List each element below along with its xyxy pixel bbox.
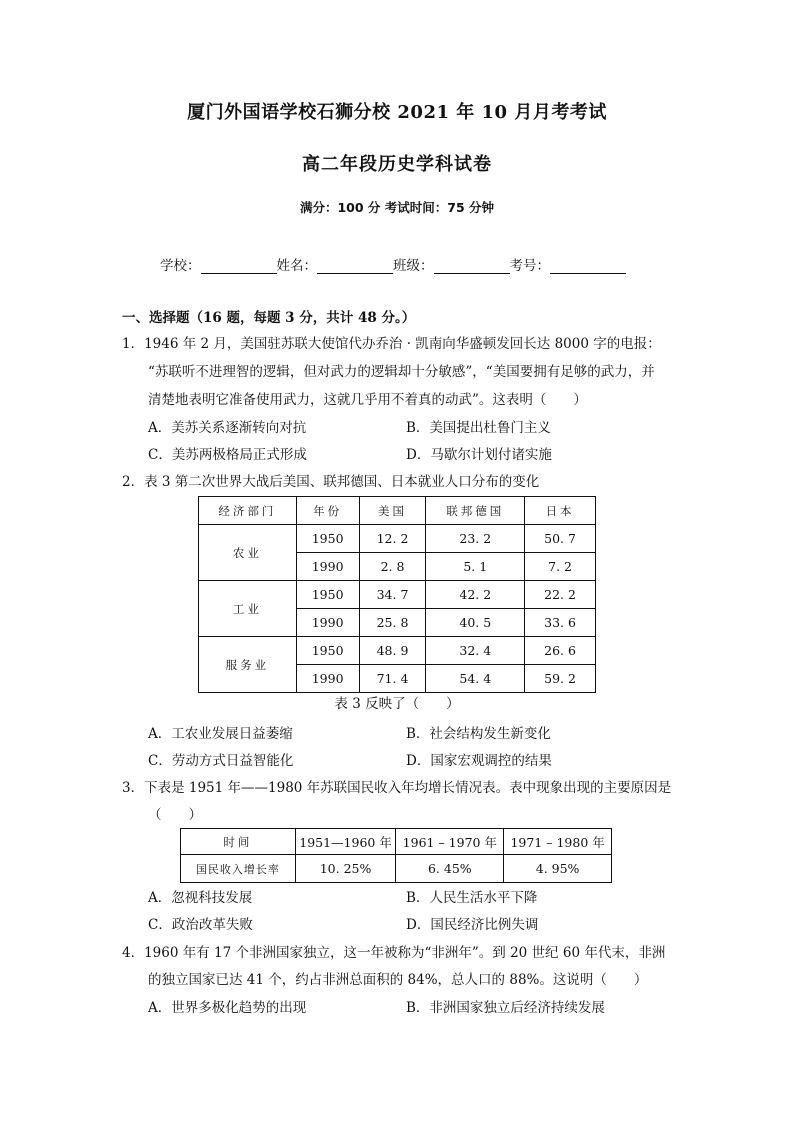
- table-cell: 59. 2: [525, 665, 596, 693]
- table-row: [199, 525, 596, 553]
- table-header-cell: 美国: [359, 497, 426, 525]
- table-cell: 6. 45%: [396, 855, 504, 883]
- table-cell: 42. 2: [426, 581, 525, 609]
- class-field[interactable]: [434, 257, 510, 274]
- table-header-cell: 联邦德国: [426, 497, 525, 525]
- q2-option-b: B．社会结构发生新变化: [406, 726, 551, 742]
- employment-table: [198, 496, 596, 693]
- q1-line3: 清楚地表明它准备使用武力，这就几乎用不着真的动武”。这表明（ ）: [148, 392, 587, 408]
- table-row: [199, 581, 596, 609]
- table-cell: 12. 2: [359, 525, 426, 553]
- q3-option-d: D．国民经济比例失调: [406, 917, 539, 933]
- table-header-cell: 经济部门: [199, 497, 297, 525]
- table-cell: 1990: [296, 609, 359, 637]
- table-cell: 25. 8: [359, 609, 426, 637]
- q1-line2: “苏联听不进理智的逻辑，但对武力的逻辑却十分敏感”，“美国要拥有足够的武力，并: [148, 364, 655, 380]
- table-header-cell: 1961 – 1970 年: [396, 829, 504, 855]
- q3-option-b: B．人民生活水平下降: [406, 890, 538, 906]
- table-cell: 26. 6: [525, 637, 596, 665]
- table-cell: 71. 4: [359, 665, 426, 693]
- exam-info: 满分：100 分 考试时间：75 分钟: [299, 200, 495, 215]
- name-field[interactable]: [317, 257, 393, 274]
- table-header-cell: 1971 – 1980 年: [504, 829, 612, 855]
- school-field[interactable]: [201, 257, 277, 274]
- exam-subtitle: 高二年段历史学科试卷: [302, 154, 492, 175]
- table-cell: 1950: [296, 637, 359, 665]
- school-label: 学校：: [160, 258, 201, 274]
- q1-option-a: A．美苏关系逐渐转向对抗: [148, 420, 307, 436]
- income-table: [180, 828, 612, 883]
- table-cell: 54. 4: [426, 665, 525, 693]
- table-row: [199, 637, 596, 665]
- q1-option-b: B．美国提出杜鲁门主义: [406, 420, 551, 436]
- table-cell: 1950: [296, 525, 359, 553]
- q1-option-c: C．美苏两极格局正式形成: [148, 447, 307, 463]
- table-header-cell: 时间: [181, 829, 296, 855]
- q1-line1: 1．1946 年 2 月，美国驻苏联大使馆代办乔治 · 凯南向华盛顿发回长达 8000 字的电报：: [122, 336, 661, 352]
- q3-option-c: C．政治改革失败: [148, 917, 253, 933]
- table-header-row: [181, 829, 612, 855]
- table-header-cell: 1951—1960 年: [295, 829, 396, 855]
- table-cell: 23. 2: [426, 525, 525, 553]
- table-cell: 40. 5: [426, 609, 525, 637]
- table-cell: 1990: [296, 665, 359, 693]
- q4-line2: 的独立国家已达 41 个，约占非洲总面积的 84%，总人口的 88%。这说明（ ）: [148, 972, 648, 988]
- table-cell: 1950: [296, 581, 359, 609]
- q2-option-c: C．劳动方式日益智能化: [148, 753, 294, 769]
- q2-option-a: A．工农业发展日益萎缩: [148, 726, 293, 742]
- number-label: 考号：: [509, 258, 550, 274]
- sector-cell: 服务业: [199, 637, 297, 693]
- table-cell: 22. 2: [525, 581, 596, 609]
- q2-stem: 2．表 3 第二次世界大战后美国、联邦德国、日本就业人口分布的变化: [122, 474, 540, 490]
- q3-option-a: A．忽视科技发展: [148, 890, 253, 906]
- table-cell: 33. 6: [525, 609, 596, 637]
- table-cell: 7. 2: [525, 553, 596, 581]
- table-cell: 10. 25%: [295, 855, 396, 883]
- q3-line1: 3．下表是 1951 年——1980 年苏联国民收入年均增长情况表。表中现象出现的主要原因是: [122, 780, 672, 796]
- table-header-row: [199, 497, 596, 525]
- q4-line1: 4．1960 年有 17 个非洲国家独立，这一年被称为“非洲年”。到 20 世纪 60 年代末，非洲: [122, 945, 666, 961]
- sector-cell: 工业: [199, 581, 297, 637]
- table-header-cell: 日本: [525, 497, 596, 525]
- name-label: 姓名：: [276, 258, 317, 274]
- table-cell: 48. 9: [359, 637, 426, 665]
- q4-option-b: B．非洲国家独立后经济持续发展: [406, 1000, 605, 1016]
- table-row: [181, 855, 612, 883]
- q2-option-d: D．国家宏观调控的结果: [406, 753, 552, 769]
- table-cell: 2. 8: [359, 553, 426, 581]
- row-label-cell: 国民收入增长率: [181, 855, 296, 883]
- q3-line2: （ ）: [148, 807, 202, 823]
- table-cell: 1990: [296, 553, 359, 581]
- sector-cell: 农业: [199, 525, 297, 581]
- q1-option-d: D．马歇尔计划付诸实施: [406, 447, 552, 463]
- number-field[interactable]: [550, 257, 626, 274]
- table-cell: 34. 7: [359, 581, 426, 609]
- table-header-cell: 年份: [296, 497, 359, 525]
- class-label: 班级：: [393, 258, 434, 274]
- q2-caption: 表 3 反映了（ ）: [334, 696, 460, 712]
- section-heading: 一、选择题（16 题，每题 3 分，共计 48 分。）: [122, 310, 416, 326]
- exam-title: 厦门外国语学校石狮分校 2021 年 10 月月考考试: [187, 102, 607, 123]
- table-cell: 5. 1: [426, 553, 525, 581]
- table-cell: 4. 95%: [504, 855, 612, 883]
- table-cell: 32. 4: [426, 637, 525, 665]
- table-cell: 50. 7: [525, 525, 596, 553]
- q4-option-a: A．世界多极化趋势的出现: [148, 1000, 307, 1016]
- student-info-line: [160, 254, 626, 274]
